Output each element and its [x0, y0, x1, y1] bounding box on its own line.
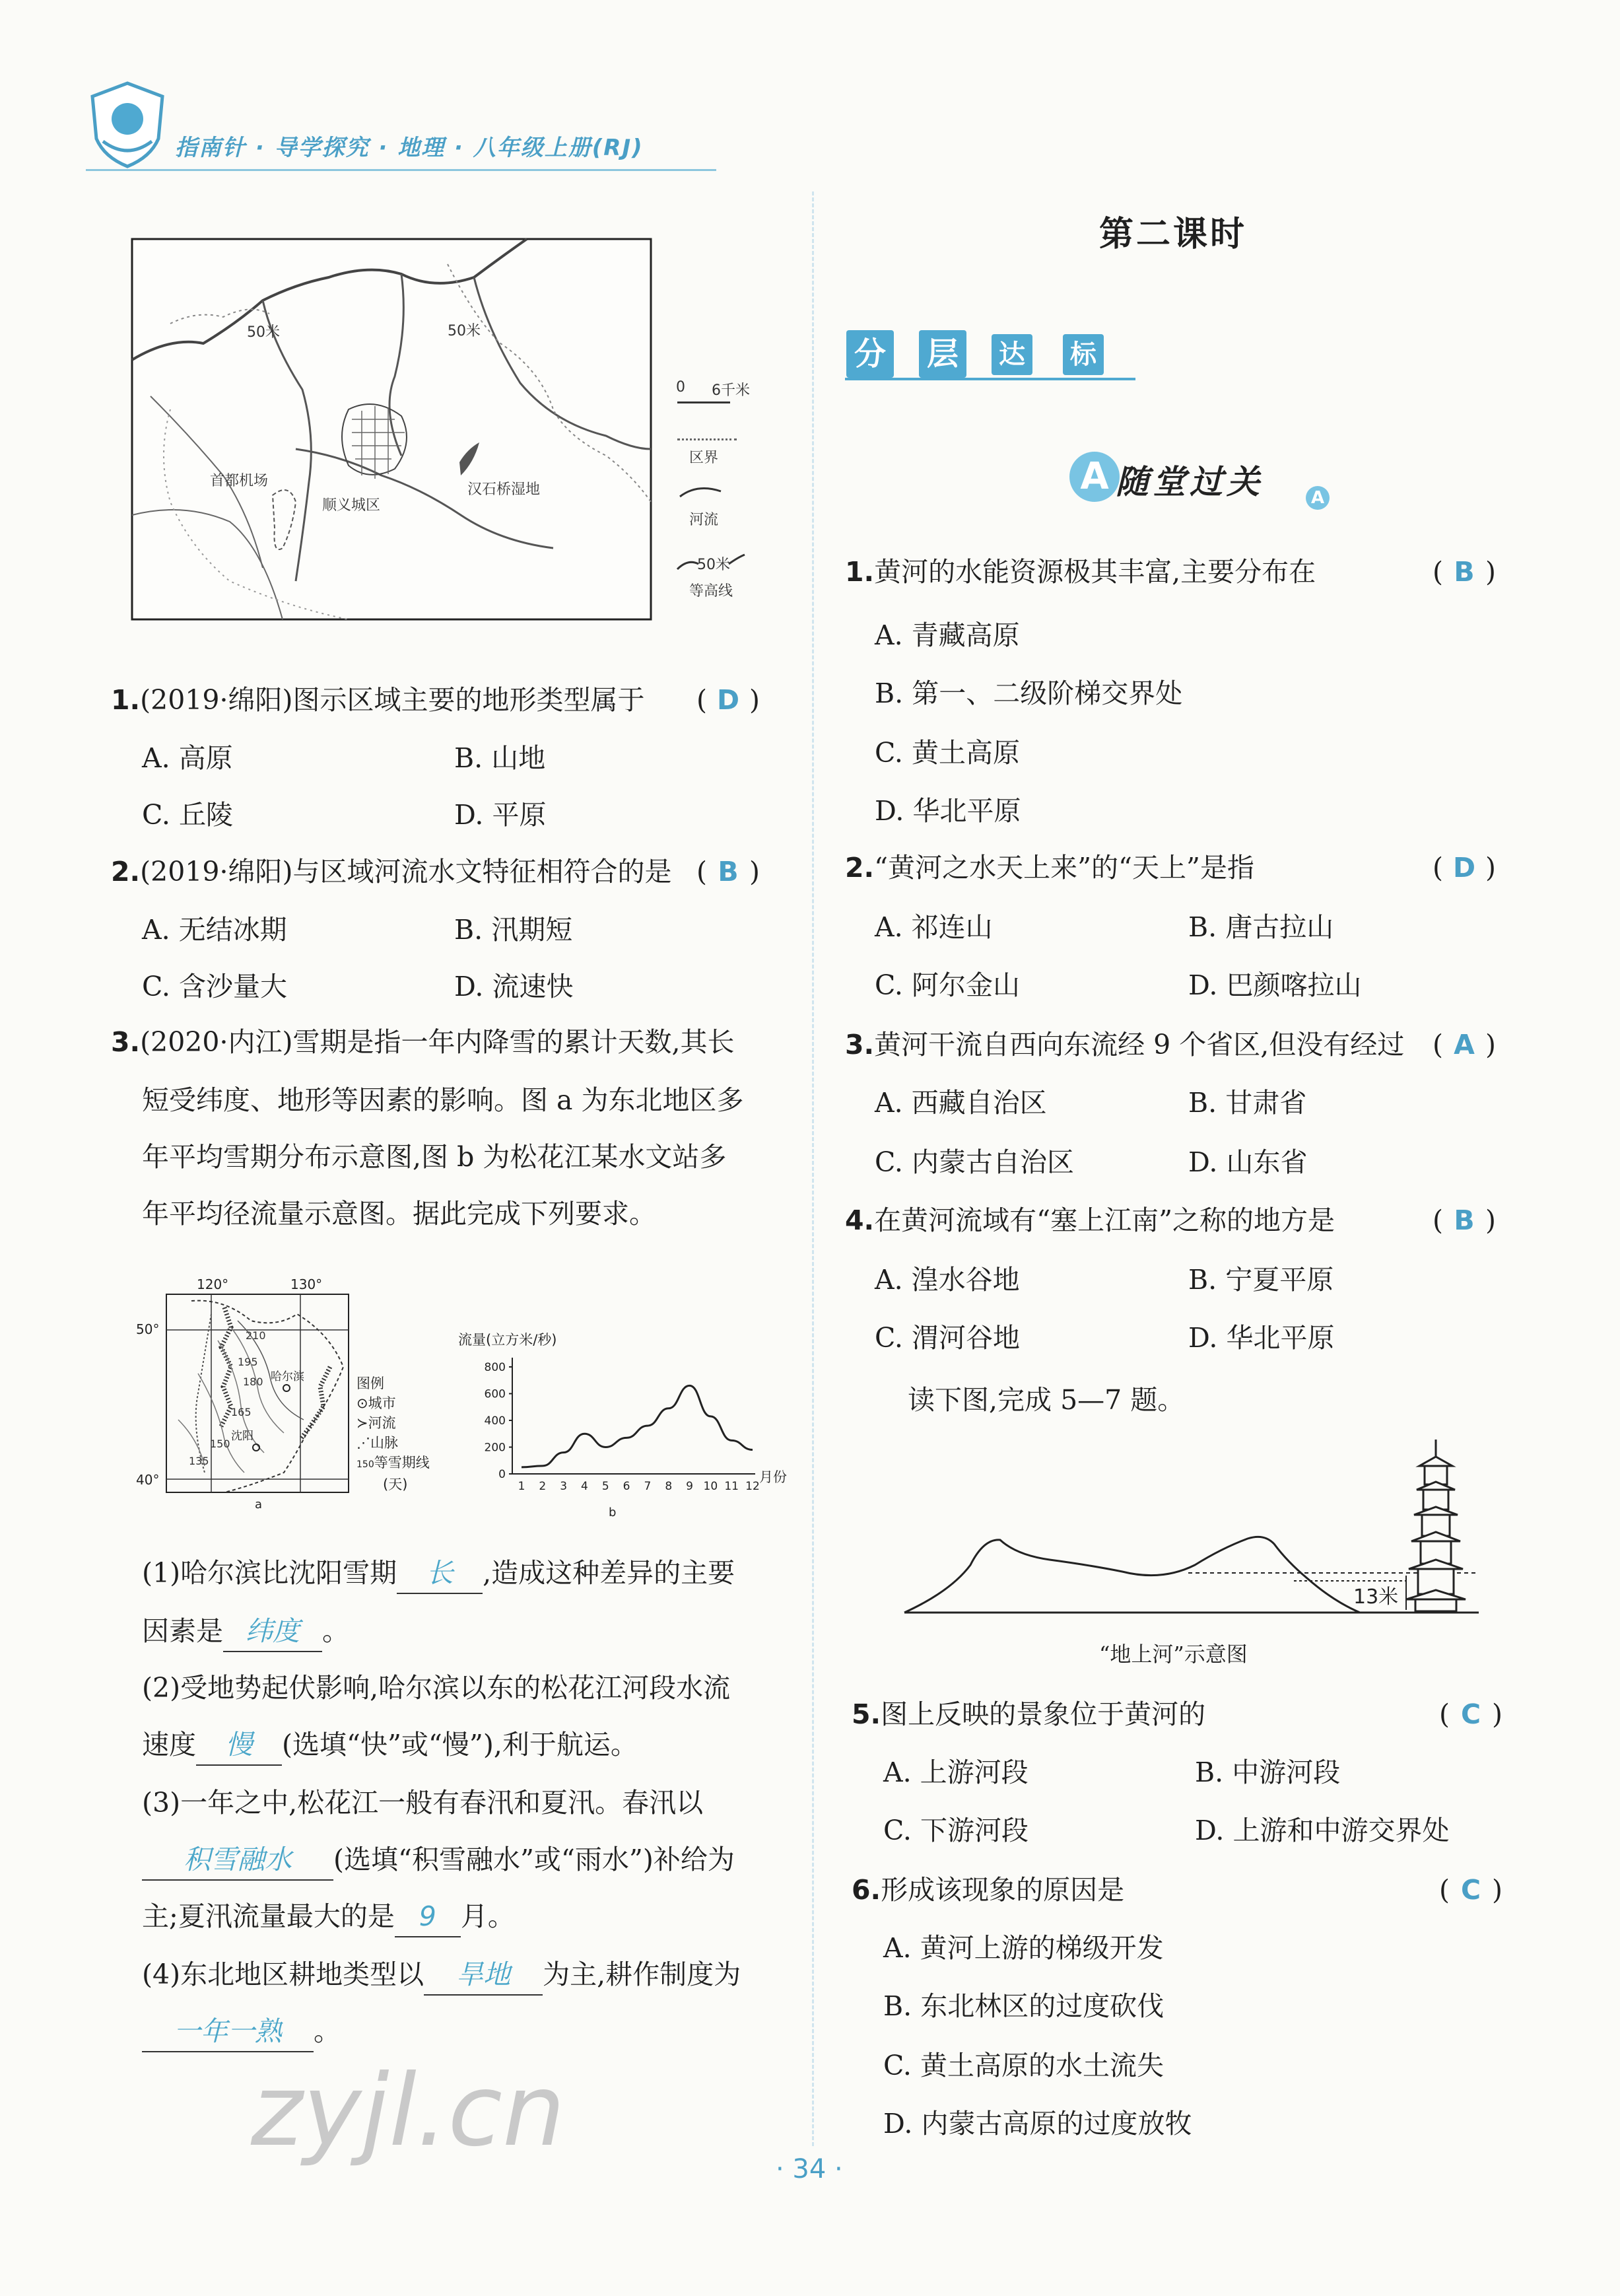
right-q2-option-b: B. 唐古拉山: [1188, 911, 1334, 943]
left-q2-option-c: C. 含沙量大: [142, 971, 287, 1002]
sub3-blank-2[interactable]: 9: [395, 1896, 461, 1937]
elevated-river-figure: [898, 1433, 1479, 1631]
left-q2-answer: ( B ): [696, 852, 760, 891]
sub1-blank-2[interactable]: 纬度: [223, 1611, 322, 1652]
left-q2-option-d: D. 流速快: [454, 971, 574, 1002]
sub2-blank[interactable]: 慢: [196, 1725, 282, 1766]
right-q5: [852, 1694, 1205, 1734]
sub2-line2: [142, 1725, 638, 1766]
sub3-mid: (选填“积雪融水”或“雨水”)补给为: [333, 1844, 735, 1875]
right-q4: [845, 1200, 1335, 1240]
right-q6-text: 形成该现象的原因是: [881, 1874, 1125, 1906]
sub1-post: ,造成这种差异的主要: [483, 1557, 735, 1589]
right-q3-answer: ( A ): [1433, 1025, 1496, 1064]
right-q3: [845, 1025, 1404, 1064]
sub2-pre: 速度: [142, 1729, 196, 1760]
map-scale-zero-label: 0: [676, 379, 685, 396]
left-q3-text-1: (2020·内江)雪期是指一年内降雪的累计天数,其长: [140, 1026, 735, 1058]
left-q1-answer: ( D ): [696, 680, 760, 720]
right-q3-option-d: D. 山东省: [1188, 1146, 1308, 1178]
chart-x-tick-label: 3: [560, 1480, 568, 1493]
left-q3-number: 3.: [111, 1026, 141, 1058]
right-q1-answer: ( B ): [1433, 552, 1496, 592]
right-q6-option-b: B. 东北林区的过度砍伐: [883, 1990, 1164, 2022]
map-label-airport: 首都机场: [210, 473, 269, 489]
right-q5-option-a: A. 上游河段: [883, 1757, 1029, 1788]
legend-contour-value: 50米: [697, 557, 730, 573]
city-harbin: 哈尔滨: [271, 1370, 304, 1383]
sub4-pre: (4)东北地区耕地类型以: [142, 1959, 424, 1990]
legend-unit: (天): [383, 1477, 408, 1492]
chart-x-tick-label: 6: [623, 1480, 630, 1493]
chart-series-line: [522, 1385, 753, 1467]
runoff-chart-svg: [456, 1327, 812, 1525]
sub4-line2: [142, 2011, 341, 2052]
iso-label-210: 210: [246, 1329, 266, 1342]
chart-x-tick-label: 12: [745, 1480, 760, 1493]
river-symbol-icon: [677, 482, 724, 506]
chart-x-tick-label: 1: [518, 1480, 525, 1493]
left-q1: [111, 680, 644, 720]
left-q1-option-d: D. 平原: [454, 799, 547, 831]
right-q1-option-c: C. 黄土高原: [875, 737, 1020, 769]
legend-title: 图例: [356, 1375, 384, 1391]
right-q2-answer: ( D ): [1433, 848, 1496, 887]
sub3-line2: [142, 1840, 735, 1881]
right-q5-answer-value: C: [1460, 1698, 1481, 1730]
sub4-blank-2[interactable]: 一年一熟: [142, 2011, 314, 2052]
chart-y-tick-label: 600: [484, 1387, 506, 1401]
right-q2-option-a: A. 祁连山: [875, 911, 993, 943]
city-symbol-icon: ⊙: [356, 1395, 368, 1411]
chart-x-tick-label: 8: [665, 1480, 673, 1493]
right-q5-option-c: C. 下游河段: [883, 1815, 1029, 1846]
chart-x-tick-label: 9: [686, 1480, 693, 1493]
right-q6-answer-value: C: [1460, 1874, 1481, 1906]
section-badge: A: [1069, 452, 1120, 502]
chart-xlabel: 月份: [759, 1469, 787, 1485]
district-line-sample: [677, 438, 737, 440]
fig-a-caption: a: [255, 1498, 263, 1512]
left-q1-option-a: A. 高原: [142, 742, 233, 774]
right-q2-option-d: D. 巴颜喀拉山: [1188, 969, 1362, 1001]
right-q5-text: 图上反映的景象位于黄河的: [881, 1698, 1206, 1730]
read-instruction: 读下图,完成 5—7 题。: [908, 1384, 1185, 1416]
right-q2-option-c: C. 阿尔金山: [875, 969, 1020, 1001]
legend-city: 城市: [368, 1395, 396, 1411]
left-q1-option-b: B. 山地: [454, 742, 546, 774]
left-q3-line-1: [111, 1022, 735, 1062]
chart-x-tick-label: 7: [644, 1480, 652, 1493]
right-q4-option-d: D. 华北平原: [1188, 1322, 1335, 1354]
right-q5-answer: ( C ): [1439, 1694, 1502, 1734]
chart-x-tick-label: 11: [724, 1480, 739, 1493]
left-q3-line-4: 年平均径流量示意图。据此完成下列要求。: [142, 1198, 656, 1230]
header-rule: [86, 169, 716, 171]
right-q5-option-b: B. 中游河段: [1195, 1757, 1341, 1788]
sub3-blank-1[interactable]: 积雪融水: [142, 1840, 333, 1881]
iso-label-180: 180: [243, 1375, 263, 1388]
page-number: · 34 ·: [776, 2154, 843, 2184]
scale-bar: [677, 401, 730, 403]
mountain-symbol-icon: ⋰: [356, 1435, 370, 1451]
left-q3-line-3: 年平均雪期分布示意图,图 b 为松花江某水文站多: [142, 1141, 727, 1173]
map-label-shunyi: 顺义城区: [322, 497, 381, 514]
right-q3-answer-value: A: [1454, 1029, 1475, 1061]
left-q2-option-b: B. 汛期短: [454, 914, 573, 946]
right-q4-option-a: A. 湟水谷地: [875, 1264, 1020, 1296]
banner-char-3: 达: [992, 334, 1032, 375]
sub4-end: 。: [314, 2015, 341, 2047]
sub1-line1: [142, 1553, 735, 1594]
right-q4-text: 在黄河流域有“塞上江南”之称的地方是: [874, 1204, 1335, 1236]
map-scale-value: 6千米: [712, 382, 750, 399]
section-title: 随堂过关: [1116, 462, 1264, 501]
right-q5-option-d: D. 上游和中游交界处: [1195, 1815, 1450, 1846]
right-q4-answer: ( B ): [1433, 1200, 1496, 1240]
legend-river-a: 河流: [368, 1415, 396, 1431]
right-q1-option-a: A. 青藏高原: [875, 619, 1020, 651]
left-q2-option-a: A. 无结冰期: [142, 914, 287, 946]
left-q2-number: 2.: [111, 856, 141, 887]
right-q3-option-b: B. 甘肃省: [1188, 1087, 1307, 1119]
figure-b-runoff-chart: [456, 1327, 812, 1525]
right-q6-option-d: D. 内蒙古高原的过度放牧: [883, 2108, 1192, 2139]
legend-river: 河流: [689, 512, 719, 528]
legend-iso-sample: 150: [356, 1459, 374, 1470]
sub4-line1: [142, 1955, 741, 1996]
sub3-post2: 月。: [460, 1900, 515, 1932]
right-q4-option-c: C. 渭河谷地: [875, 1322, 1020, 1354]
chart-y-tick-label: 200: [484, 1441, 506, 1455]
right-q1-option-d: D. 华北平原: [875, 795, 1021, 827]
right-q2-answer-value: D: [1452, 852, 1476, 884]
fig-a-lat-40: 40°: [136, 1472, 160, 1488]
column-divider: [812, 191, 814, 2146]
legend-district: 区界: [689, 450, 719, 466]
right-q1-number: 1.: [845, 556, 875, 588]
left-q1-number: 1.: [111, 684, 141, 716]
chart-x-tick-label: 10: [703, 1480, 718, 1493]
iso-label-150: 150: [210, 1438, 230, 1450]
sub2-post: (选填“快”或“慢”),利于航运。: [282, 1729, 638, 1760]
sub4-blank-1[interactable]: 旱地: [424, 1955, 543, 1996]
iso-label-135: 135: [189, 1455, 209, 1467]
banner-underline: [845, 378, 1135, 380]
right-q6-answer: ( C ): [1439, 1870, 1502, 1910]
right-q2-number: 2.: [845, 852, 875, 884]
shield-logo-icon: [84, 78, 170, 170]
pagoda-icon: [1406, 1440, 1466, 1611]
fig-a-lon-120: 120°: [197, 1276, 229, 1292]
chart-x-tick-label: 4: [581, 1480, 588, 1493]
right-q4-number: 4.: [845, 1204, 875, 1236]
map-legend: [673, 370, 772, 614]
fig-caption: “地上河”示意图: [1099, 1642, 1248, 1667]
fig-b-caption: b: [609, 1506, 617, 1519]
map-label-wetland: 汉石桥湿地: [467, 481, 541, 498]
sub2-line1: (2)受地势起伏影响,哈尔滨以东的松花江河段水流: [142, 1672, 731, 1704]
section-badge-small: A: [1306, 486, 1330, 510]
legend-contour: 等高线: [689, 583, 733, 600]
right-q6-option-c: C. 黄土高原的水土流失: [883, 2050, 1164, 2081]
chart-x-tick-label: 5: [601, 1480, 609, 1493]
fig-a-lat-50: 50°: [136, 1321, 160, 1337]
sub1-pre: (1)哈尔滨比沈阳雪期: [142, 1557, 397, 1589]
right-q3-option-a: A. 西藏自治区: [875, 1087, 1047, 1119]
right-q6: [852, 1870, 1124, 1910]
sub3-line3: [142, 1896, 515, 1937]
left-q1-option-c: C. 丘陵: [142, 799, 233, 831]
header-logo: [84, 78, 170, 170]
chart-ylabel: 流量(立方米/秒): [458, 1332, 557, 1348]
sub3-line1: (3)一年之中,松花江一般有春汛和夏汛。春汛以: [142, 1787, 704, 1819]
right-q2: [845, 848, 1254, 887]
legend-mountain: 山脉: [370, 1435, 398, 1451]
right-q2-text: “黄河之水天上来”的“天上”是指: [874, 852, 1254, 884]
sub4-post: 为主,耕作制度为: [543, 1959, 741, 1990]
left-q2-answer-value: B: [718, 856, 739, 887]
shunyi-map: [131, 238, 652, 621]
right-q4-option-b: B. 宁夏平原: [1188, 1264, 1334, 1296]
chart-x-tick-label: 2: [539, 1480, 547, 1493]
fig-a-lon-130: 130°: [290, 1276, 323, 1292]
watermark: zyjl.cn: [251, 2054, 566, 2169]
right-q4-answer-value: B: [1454, 1204, 1475, 1236]
sub1-line2-pre: 因素是: [142, 1615, 223, 1647]
chart-y-tick-label: 0: [498, 1468, 506, 1481]
right-q3-text: 黄河干流自西向东流经 9 个省区,但没有经过: [874, 1029, 1405, 1061]
figure-a-legend: [356, 1374, 449, 1506]
fig-height-label: 13米: [1353, 1585, 1399, 1609]
right-q1-text: 黄河的水能资源极其丰富,主要分布在: [874, 556, 1316, 588]
right-q6-option-a: A. 黄河上游的梯级开发: [883, 1932, 1164, 1964]
right-q1: [845, 552, 1316, 592]
right-q1-option-b: B. 第一、二级阶梯交界处: [875, 678, 1183, 709]
right-q1-answer-value: B: [1454, 556, 1475, 588]
sub1-line2: [142, 1611, 349, 1652]
banner-char-1: 分: [846, 330, 894, 378]
left-q2: [111, 852, 671, 891]
lesson-title: 第二课时: [1099, 214, 1248, 254]
header-title: 指南针 · 导学探究 · 地理 · 八年级上册(RJ): [175, 135, 644, 161]
left-q3-line-2: 短受纬度、地形等因素的影响。图 a 为东北地区多: [142, 1084, 744, 1116]
sub3-pre2: 主;夏汛流量最大的是: [142, 1900, 395, 1932]
left-q2-text: (2019·绵阳)与区域河流水文特征相符合的是: [140, 856, 672, 887]
banner-char-2: 层: [919, 330, 966, 378]
legend-isoline: 等雪期线: [374, 1455, 430, 1471]
right-q5-number: 5.: [852, 1698, 881, 1730]
sub1-line2-post: 。: [322, 1615, 349, 1647]
map-contour-label-2: 50米: [448, 323, 481, 339]
map-contour-label-1: 50米: [247, 324, 280, 341]
right-q6-number: 6.: [852, 1874, 881, 1906]
banner-char-4: 标: [1063, 334, 1104, 375]
river-symbol-icon: ≻: [356, 1415, 368, 1431]
right-q3-number: 3.: [845, 1029, 875, 1061]
left-q1-answer-value: D: [716, 684, 740, 716]
left-q1-text: (2019·绵阳)图示区域主要的地形类型属于: [140, 684, 645, 716]
iso-label-165: 165: [231, 1406, 252, 1418]
iso-label-195: 195: [238, 1356, 258, 1368]
sub1-blank-1[interactable]: 长: [397, 1553, 483, 1594]
city-shenyang: 沈阳: [231, 1430, 253, 1443]
right-q3-option-c: C. 内蒙古自治区: [875, 1146, 1074, 1178]
chart-y-tick-label: 400: [484, 1414, 506, 1428]
chart-y-tick-label: 800: [484, 1361, 506, 1374]
